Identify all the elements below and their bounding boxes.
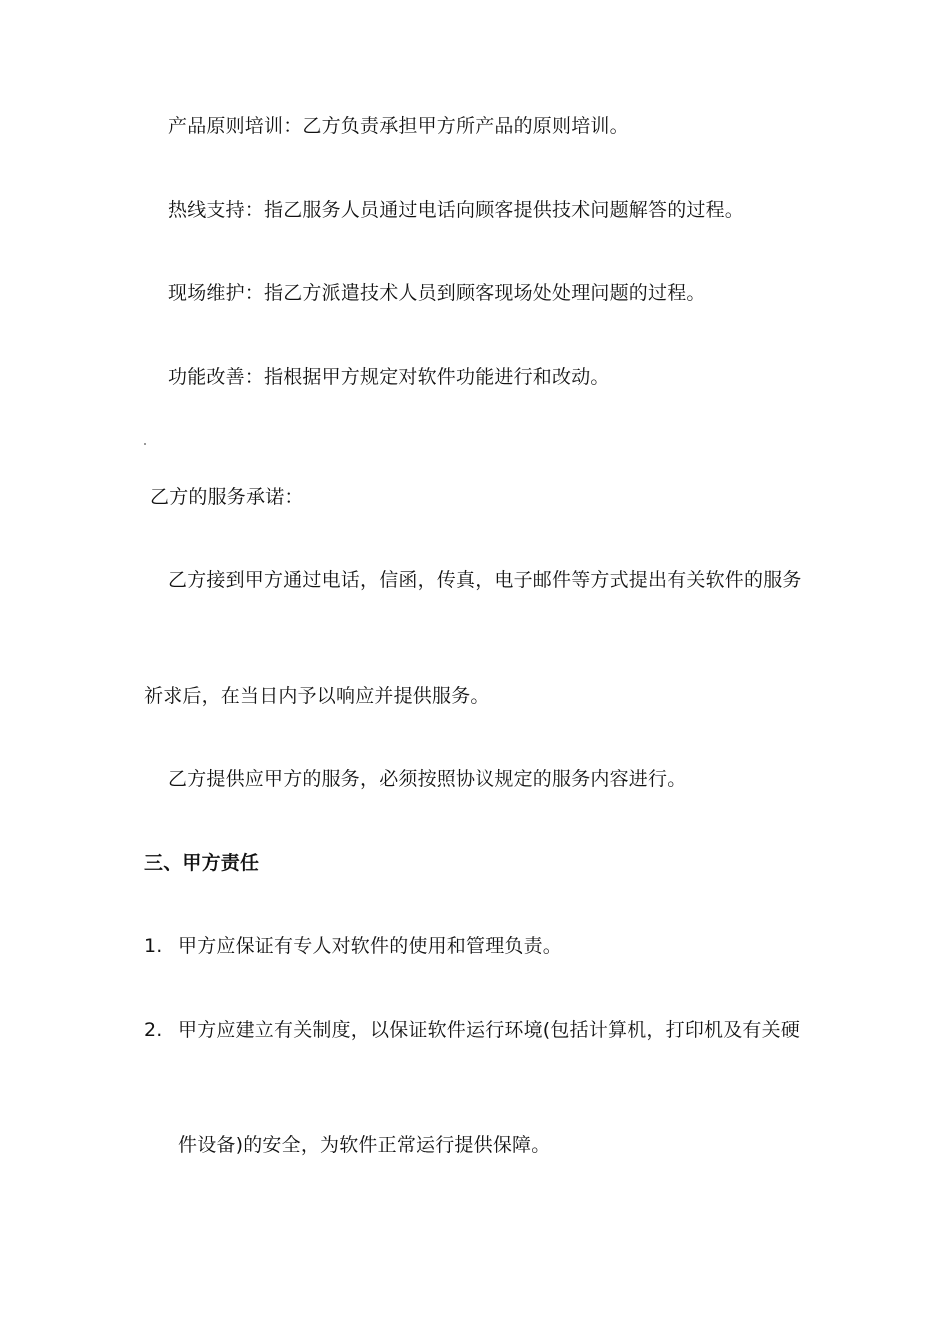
service-paragraph-line-2: 祈求后，在当日内予以响应并提供服务。	[144, 685, 490, 707]
stray-mark	[144, 443, 146, 445]
service-heading: 乙方的服务承诺：	[150, 486, 304, 508]
term-training: 产品原则培训：乙方负责承担甲方所产品的原则培训。	[168, 115, 629, 137]
list-item-continuation: 件设备)的安全，为软件正常运行提供保障。	[178, 1134, 551, 1156]
term-onsite: 现场维护：指乙方派遣技术人员到顾客现场处处理问题的过程。	[168, 282, 706, 304]
section-heading: 三、甲方责任	[144, 852, 260, 874]
list-item-text: 甲方应建立有关制度，以保证软件运行环境(包括计算机，打印机及有关硬	[178, 1019, 801, 1041]
list-item-number: 2.	[144, 1019, 163, 1041]
term-improvement: 功能改善：指根据甲方规定对软件功能进行和改动。	[168, 366, 610, 388]
term-hotline: 热线支持：指乙服务人员通过电话向顾客提供技术问题解答的过程。	[168, 199, 745, 221]
service-paragraph-line-1: 乙方接到甲方通过电话，信函，传真，电子邮件等方式提出有关软件的服务	[168, 569, 802, 591]
list-item-number: 1.	[144, 935, 163, 957]
list-item-text: 甲方应保证有专人对软件的使用和管理负责。	[178, 935, 563, 957]
service-paragraph-2: 乙方提供应甲方的服务，必须按照协议规定的服务内容进行。	[168, 768, 687, 790]
